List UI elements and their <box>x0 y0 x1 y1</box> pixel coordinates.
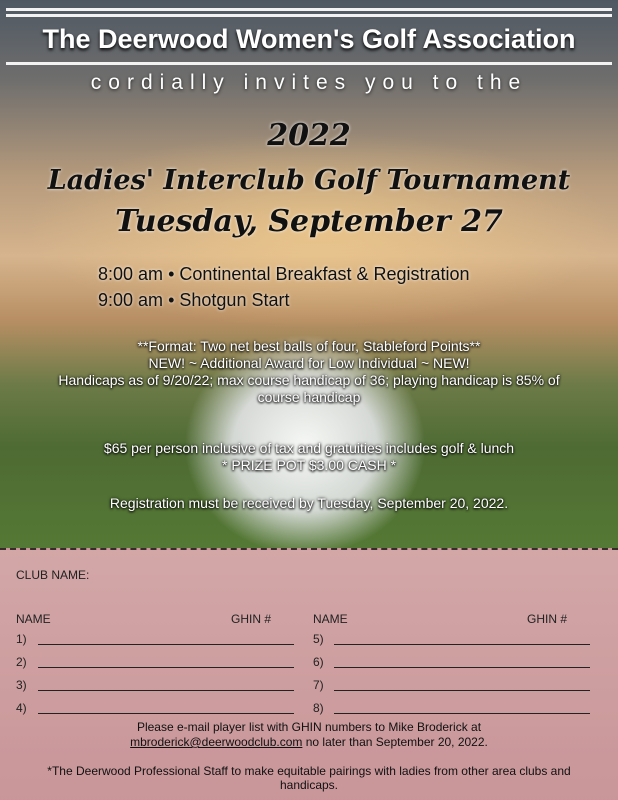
handicap-text: Handicaps as of 9/20/22; max course handicap of 36; playing handicap is 85% of course handicap <box>58 372 560 405</box>
player-number: 6) <box>313 655 324 669</box>
player-entry-line[interactable] <box>38 713 294 714</box>
player-entry-line[interactable] <box>334 644 590 645</box>
association-title: The Deerwood Women's Golf Association <box>42 24 576 54</box>
name-column-header: NAME <box>313 612 348 626</box>
contact-email-link[interactable]: mbroderick@deerwoodclub.com <box>130 735 303 749</box>
player-number: 8) <box>313 701 324 715</box>
schedule-time: 9:00 am <box>98 290 164 310</box>
format-text: **Format: Two net best balls of four, Stableford Points** <box>137 338 481 354</box>
ghin-column-header: GHIN # <box>527 612 568 626</box>
event-name: Ladies' Interclub Golf Tournament <box>47 165 571 196</box>
club-name-label: CLUB NAME: <box>16 568 90 582</box>
registration-deadline: Registration must be received by Tuesday, September 20, 2022. <box>109 495 509 511</box>
email-instruction: Please e-mail player list with GHIN numbers to Mike Broderick at <box>136 720 482 734</box>
top-rule <box>6 8 612 11</box>
player-number: 2) <box>16 655 27 669</box>
player-entry-line[interactable] <box>334 713 590 714</box>
player-number: 5) <box>313 632 324 646</box>
prize-text: * PRIZE POT $3.00 CASH * <box>221 457 397 473</box>
bullet-separator: • <box>168 264 175 284</box>
player-number: 1) <box>16 632 27 646</box>
email-deadline-text: no later than September 20, 2022. <box>305 735 488 749</box>
new-award-text: NEW! ~ Additional Award for Low Individual ~ NEW! <box>148 355 470 371</box>
pairings-note: *The Deerwood Professional Staff to make equitable pairings with ladies from other area clubs and handicaps. <box>47 764 571 792</box>
ghin-column-header: GHIN # <box>231 612 272 626</box>
event-date: Tuesday, September 27 <box>115 204 503 239</box>
schedule-item <box>98 264 470 285</box>
player-entry-line[interactable] <box>38 690 294 691</box>
player-entry-line[interactable] <box>38 667 294 668</box>
player-number: 4) <box>16 701 27 715</box>
invitation-subtitle: cordially invites you to the <box>90 71 528 94</box>
player-number: 7) <box>313 678 324 692</box>
bullet-separator: • <box>168 290 175 310</box>
player-number: 3) <box>16 678 27 692</box>
price-text: $65 per person inclusive of tax and gratuities includes golf & lunch <box>103 440 515 456</box>
top-rule-2 <box>6 14 612 17</box>
schedule-time: 8:00 am <box>98 264 164 284</box>
player-entry-line[interactable] <box>334 667 590 668</box>
player-entry-line[interactable] <box>38 644 294 645</box>
player-entry-line[interactable] <box>334 690 590 691</box>
schedule-activity: Shotgun Start <box>179 290 290 310</box>
schedule-activity: Continental Breakfast & Registration <box>179 264 470 284</box>
title-underline <box>6 62 612 65</box>
schedule-item <box>98 290 289 311</box>
name-column-header: NAME <box>16 612 51 626</box>
registration-form <box>0 548 618 800</box>
event-year: 2022 <box>267 118 351 153</box>
email-line <box>10 735 608 749</box>
